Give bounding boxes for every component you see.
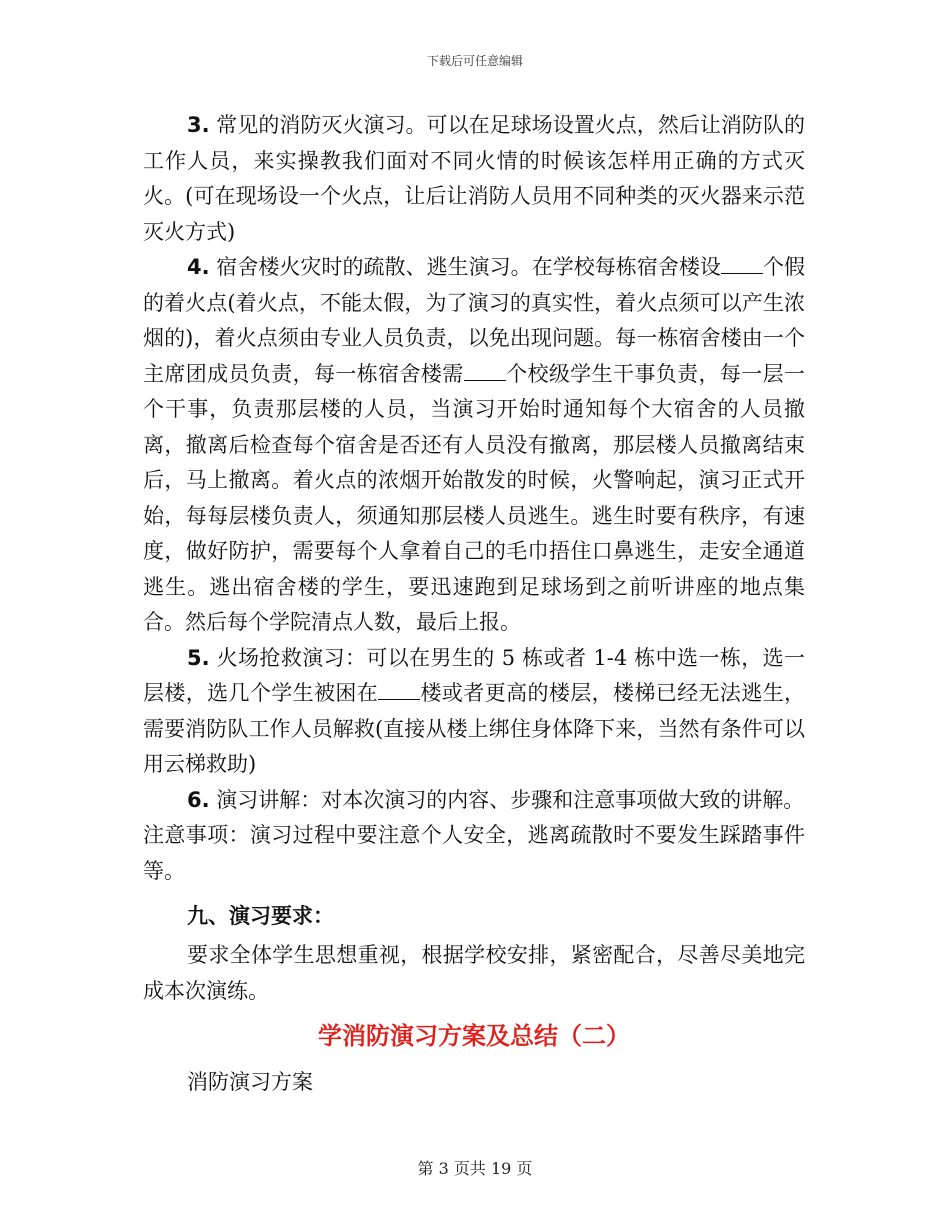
section-title: 学消防演习方案及总结（二） [318,1021,630,1050]
item-5 [143,641,805,783]
item-4 [143,250,805,641]
document-body [143,108,805,1101]
item-6-number: 6. [187,787,210,812]
item-6 [143,783,805,819]
notes-paragraph: 注意事项：演习过程中要注意个人安全，逃离疏散时不要发生踩踏事件等。 [143,823,805,883]
item-3-text: 常见的消防灭火演习。可以在足球场设置火点，然后让消防队的工作人员，来实操教我们面对不同火情的时候该怎样用正确的方式灭火。(可在现场设一个火点，让后让消防人员用不同种类的灭火器来示范灭火方式) [143,113,805,244]
page-number: 第 3 页共 19 页 [417,1159,533,1178]
fill-blank [464,362,506,381]
section-9-body: 要求全体学生思想重视，根据学校安排，紧密配合，尽善尽美地完成本次演练。 [143,943,805,1003]
item-5-number: 5. [187,645,210,670]
item-3-number: 3. [187,113,210,137]
fill-blank [378,681,420,700]
section-heading-9: 九、演习要求： [187,903,334,928]
fill-blank [721,255,763,274]
item-4-text-c: 个校级学生干事负责，每一层一个干事，负责那层楼的人员，当演习开始时通知每个大宿舍的人员撤离，撤离后检查每个宿舍是否还有人员没有撤离，那层楼人员撤离结束后，马上撤离。着火点的浓烟开始散发的时候，火警响起，演习正式开始，每每层楼负责人，须通知那层楼人员逃生。逃生时要有秩序，有速度，做好防护，需要每个人拿着自己的毛巾捂住口鼻逃生，走安全通道逃生。逃出宿舍楼的学生，要迅速跑到足球场到之前听讲座的地点集合。然后每个学院清点人数，最后上报。 [143,361,806,634]
item-3 [143,108,805,250]
item-4-number: 4. [187,255,210,279]
header-note: 下载后可任意编辑 [426,54,523,68]
item-5-text-b: 楼或者更高的楼层，楼梯已经无法逃生，需要消防队工作人员解救(直接从楼上绑住身体降下来，当然有条件可以用云梯救助) [143,681,805,776]
item-4-text-a: 宿舍楼火灾时的疏散、逃生演习。在学校每栋宿舍楼设 [209,255,721,279]
item-5-text-a: 火场抢救演习：可以在男生的 5 栋或者 1-4 栋中选一栋，选一层楼，选几个学生被困在 [143,645,805,705]
item-6-text: 演习讲解：对本次演习的内容、步骤和注意事项做大致的讲解。 [209,787,805,812]
item-4-text-b: 个假的着火点(着火点，不能太假，为了演习的真实性，着火点须可以产生浓烟的)，着火点须由专业人员负责，以免出现问题。每一栋宿舍楼由一个主席团成员负责，每一栋宿舍楼需 [143,255,805,386]
section-first-line: 消防演习方案 [187,1070,313,1094]
